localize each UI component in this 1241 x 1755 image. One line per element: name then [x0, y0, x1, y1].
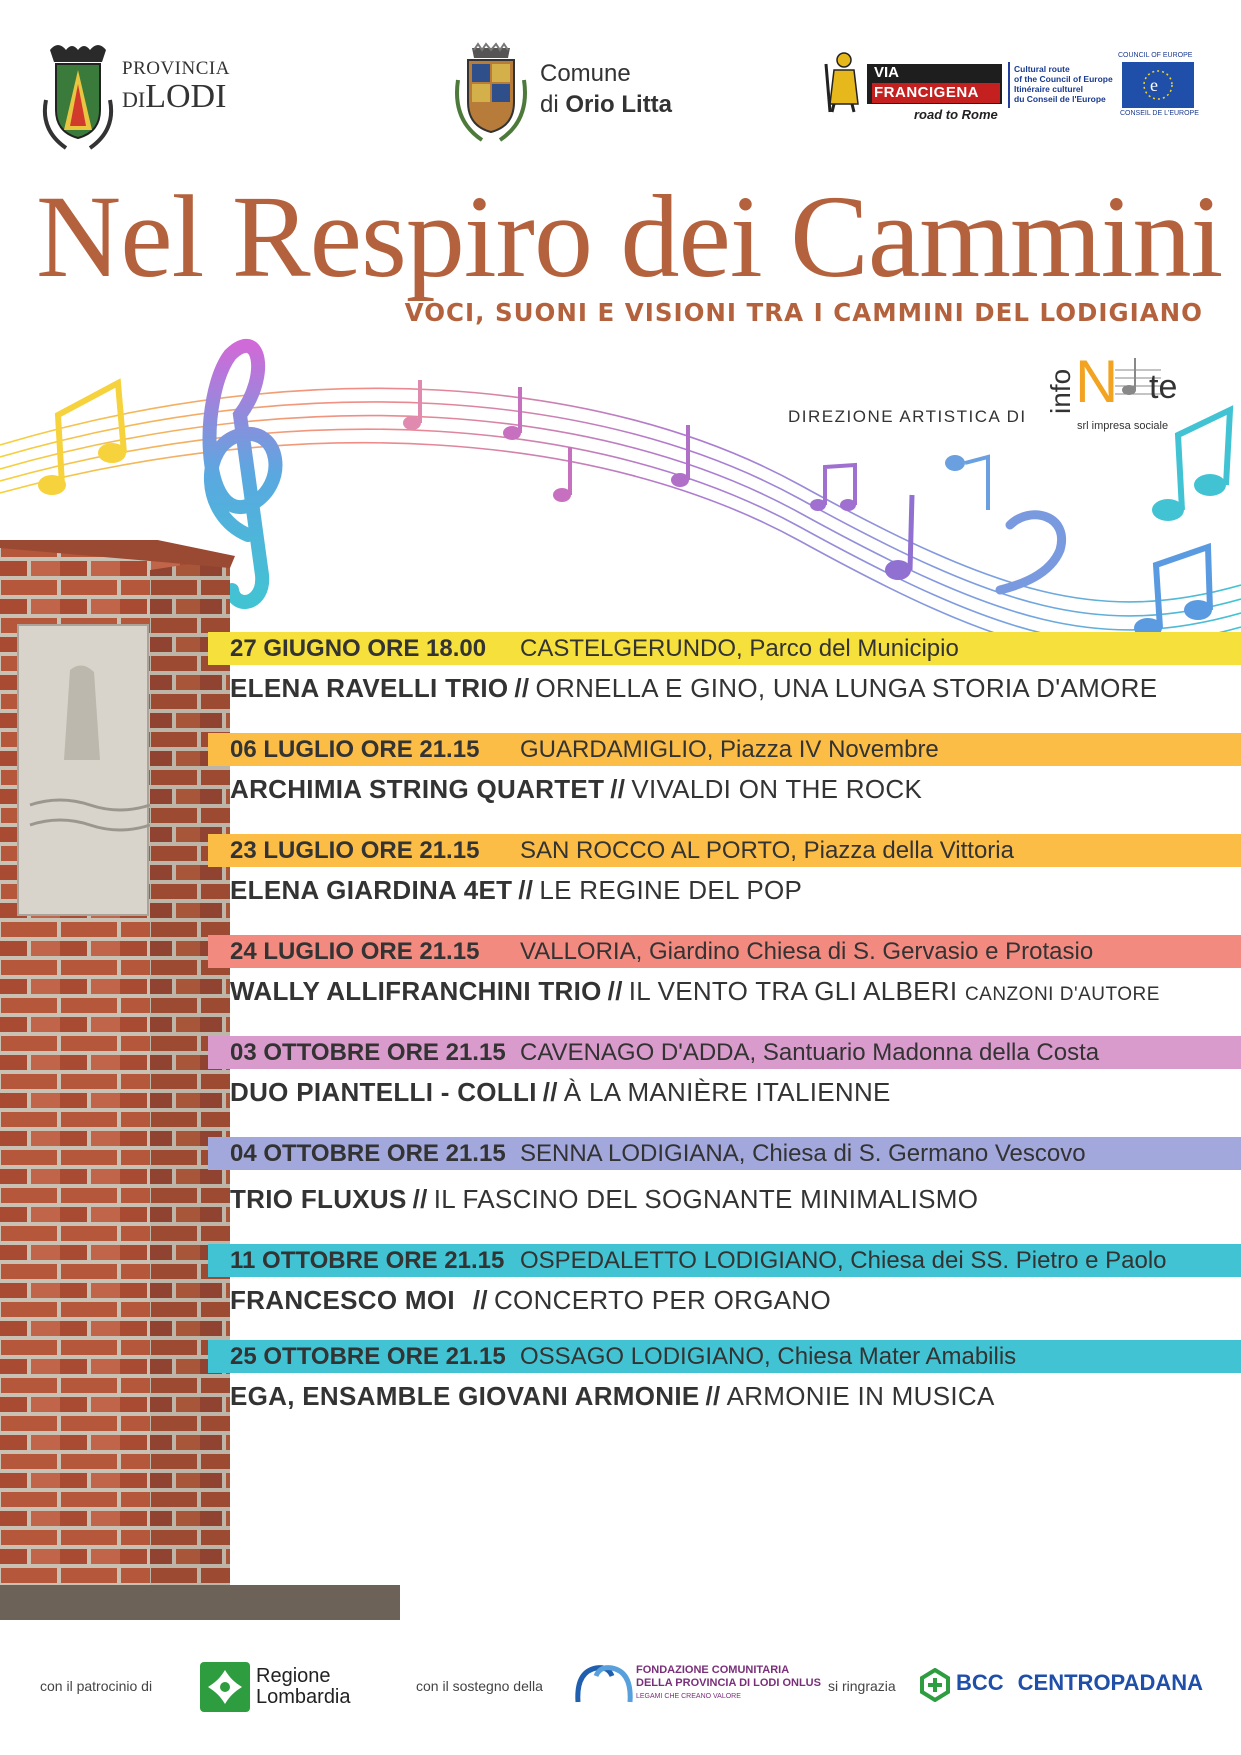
- footer-sostegno-label: con il sostegno della: [416, 1678, 543, 1694]
- vf-route-1: Cultural route: [1014, 64, 1070, 74]
- bcc-label: BCC: [956, 1670, 1004, 1695]
- event-date: 06 LUGLIO ORE 21.15: [230, 735, 480, 763]
- regione-line1: Regione: [256, 1665, 331, 1687]
- event-date: 04 OTTOBRE ORE 21.15: [230, 1139, 506, 1167]
- provincia-crest-icon: [38, 40, 118, 155]
- event-item: [208, 834, 1241, 906]
- event-town: CAVENAGO D'ADDA,: [520, 1038, 757, 1066]
- event-performer: EGA, ENSAMBLE GIOVANI ARMONIE: [230, 1381, 700, 1411]
- event-date-bar: [208, 834, 1241, 867]
- event-date-bar: [208, 1036, 1241, 1069]
- vf-route-3: Itinéraire culturel: [1014, 84, 1083, 94]
- event-date: 24 LUGLIO ORE 21.15: [230, 937, 480, 965]
- event-item: [208, 733, 1241, 805]
- event-show: VIVALDI ON THE ROCK: [631, 774, 923, 804]
- regione-lombardia-icon: [200, 1662, 250, 1712]
- vf-francigena: FRANCIGENA: [874, 84, 979, 101]
- event-town: OSSAGO LODIGIANO,: [520, 1342, 771, 1370]
- info-note-te: te: [1149, 368, 1178, 406]
- event-place: [520, 837, 1014, 865]
- event-venue: Santuario Madonna della Costa: [756, 1038, 1100, 1066]
- event-date-bar: [208, 733, 1241, 766]
- comune-crest-icon: [452, 40, 530, 150]
- vf-road: road to Rome: [914, 107, 998, 122]
- event-place: [520, 635, 959, 663]
- event-venue: Parco del Municipio: [742, 634, 959, 662]
- event-item: [208, 632, 1241, 704]
- pilgrim-icon: [822, 52, 864, 114]
- event-date: 25 OTTOBRE ORE 21.15: [230, 1342, 506, 1370]
- event-place: [520, 1140, 1086, 1168]
- event-title-line: [208, 875, 1241, 906]
- vf-via: VIA: [874, 64, 900, 81]
- event-show: À LA MANIÈRE ITALIENNE: [563, 1077, 891, 1107]
- event-date-bar: [208, 1340, 1241, 1373]
- event-show: LE REGINE DEL POP: [539, 875, 803, 905]
- fondazione-line2: DELLA PROVINCIA DI LODI ONLUS: [636, 1677, 821, 1689]
- info-note-logo: [1045, 350, 1205, 435]
- event-title-line: [208, 1381, 1241, 1412]
- event-title-line: [208, 1184, 1241, 1215]
- event-venue: Giardino Chiesa di S. Gervasio e Protasio: [642, 937, 1094, 965]
- provincia-di-lodi-logo: [38, 40, 238, 155]
- vf-route-2: of the Council of Europe: [1014, 74, 1113, 84]
- provincia-lodi: LODI: [145, 78, 227, 115]
- bcc-icon: [918, 1668, 952, 1702]
- regione-line2: Lombardia: [256, 1686, 351, 1708]
- hands-icon: [574, 1662, 634, 1710]
- event-separator: //: [472, 1285, 488, 1315]
- event-item: [208, 1244, 1241, 1316]
- event-venue: Piazza della Vittoria: [796, 836, 1014, 864]
- bass-clef-icon: [1000, 515, 1062, 590]
- event-title-line: [208, 673, 1241, 704]
- event-performer: FRANCESCO MOI: [230, 1285, 455, 1315]
- event-separator: //: [610, 774, 626, 804]
- fondazione-line3: LEGAMI CHE CREANO VALORE: [636, 1693, 741, 1700]
- info-note-info: info: [1045, 368, 1076, 414]
- comune-di: di: [540, 91, 566, 118]
- event-performer: ELENA GIARDINA 4ET: [230, 875, 513, 905]
- event-performer: ELENA RAVELLI TRIO: [230, 673, 509, 703]
- event-performer: DUO PIANTELLI - COLLI: [230, 1077, 537, 1107]
- poster-title: Nel Respiro dei Cammini: [36, 171, 1223, 302]
- fondazione-comunitaria-logo: [574, 1658, 821, 1716]
- info-note-sub: srl impresa sociale: [1077, 420, 1169, 432]
- event-separator: //: [518, 875, 534, 905]
- event-item: [208, 1137, 1241, 1215]
- event-venue: Chiesa dei SS. Pietro e Paolo: [843, 1246, 1167, 1274]
- event-venue: Chiesa di S. Germano Vescovo: [745, 1139, 1086, 1167]
- event-town: VALLORIA,: [520, 937, 643, 965]
- comune-orio-litta-logo: [452, 40, 692, 155]
- via-francigena-logo: [822, 52, 1212, 142]
- council-bottom: CONSEIL DE L'EUROPE: [1120, 110, 1199, 117]
- provincia-di: DI: [122, 87, 146, 112]
- event-venue: Piazza IV Novembre: [713, 735, 939, 763]
- event-show: ORNELLA E GINO, UNA LUNGA STORIA D'AMORE: [535, 673, 1158, 703]
- event-date: 27 GIUGNO ORE 18.00: [230, 634, 487, 662]
- event-town: SENNA LODIGIANA,: [520, 1139, 746, 1167]
- event-separator: //: [607, 976, 623, 1006]
- event-show: IL VENTO TRA GLI ALBERI: [628, 976, 958, 1006]
- event-place: [520, 938, 1093, 966]
- vf-route-4: du Conseil de l'Europe: [1014, 94, 1106, 104]
- event-performer: ARCHIMIA STRING QUARTET: [230, 774, 605, 804]
- bcc-centropadana-logo: [918, 1666, 1208, 1706]
- event-date: 11 OTTOBRE ORE 21.15: [230, 1246, 505, 1274]
- event-performer: WALLY ALLIFRANCHINI TRIO: [230, 976, 602, 1006]
- event-show: IL FASCINO DEL SOGNANTE MINIMALISMO: [433, 1184, 979, 1214]
- event-separator: //: [412, 1184, 428, 1214]
- fondazione-line1: FONDAZIONE COMUNITARIA: [636, 1664, 790, 1676]
- comune-label: Comune: [540, 60, 631, 87]
- event-performer: TRIO FLUXUS: [230, 1184, 407, 1214]
- footer-patrocinio-label: con il patrocinio di: [40, 1678, 153, 1694]
- event-town: CASTELGERUNDO,: [520, 634, 743, 662]
- event-place: [520, 1343, 1016, 1371]
- event-date-bar: [208, 632, 1241, 665]
- poster-subtitle: VOCI, SUONI E VISIONI TRA I CAMMINI DEL LODIGIANO: [404, 298, 1203, 327]
- event-date-bar: [208, 1137, 1241, 1170]
- comune-name: Orio Litta: [565, 91, 673, 118]
- council-top: COUNCIL OF EUROPE: [1118, 52, 1193, 59]
- direction-label: DIREZIONE ARTISTICA DI: [788, 407, 1027, 426]
- event-separator: //: [705, 1381, 721, 1411]
- info-note-n: N: [1075, 348, 1119, 415]
- event-show: CONCERTO PER ORGANO: [493, 1285, 831, 1315]
- event-separator: //: [514, 673, 530, 703]
- event-town: GUARDAMIGLIO,: [520, 735, 714, 763]
- event-town: SAN ROCCO AL PORTO,: [520, 836, 797, 864]
- event-date: 03 OTTOBRE ORE 21.15: [230, 1038, 506, 1066]
- event-date-bar: [208, 935, 1241, 968]
- event-show: ARMONIE IN MUSICA: [726, 1381, 995, 1411]
- event-date: 23 LUGLIO ORE 21.15: [230, 836, 480, 864]
- footer-ringrazia-label: si ringrazia: [828, 1678, 896, 1694]
- event-separator: //: [542, 1077, 558, 1107]
- event-item: [208, 935, 1241, 1007]
- event-place: [520, 1247, 1167, 1275]
- event-extra: CANZONI D'AUTORE: [964, 984, 1160, 1005]
- event-title-line: [208, 1077, 1241, 1108]
- event-date-bar: [208, 1244, 1241, 1277]
- regione-lombardia-logo: [200, 1660, 380, 1714]
- event-item: [208, 1340, 1241, 1412]
- event-title-line: [208, 976, 1241, 1007]
- provincia-label: PROVINCIA: [122, 58, 230, 79]
- event-venue: Chiesa Mater Amabilis: [770, 1342, 1017, 1370]
- svg-text:e: e: [1150, 75, 1158, 95]
- event-place: [520, 1039, 1099, 1067]
- council-of-europe-icon: [1122, 62, 1194, 108]
- event-item: [208, 1036, 1241, 1108]
- event-title-line: [208, 774, 1241, 805]
- event-place: [520, 736, 939, 764]
- event-title-line: [208, 1285, 1241, 1316]
- event-town: OSPEDALETTO LODIGIANO,: [520, 1246, 844, 1274]
- centropadana-label: CENTROPADANA: [1017, 1670, 1204, 1695]
